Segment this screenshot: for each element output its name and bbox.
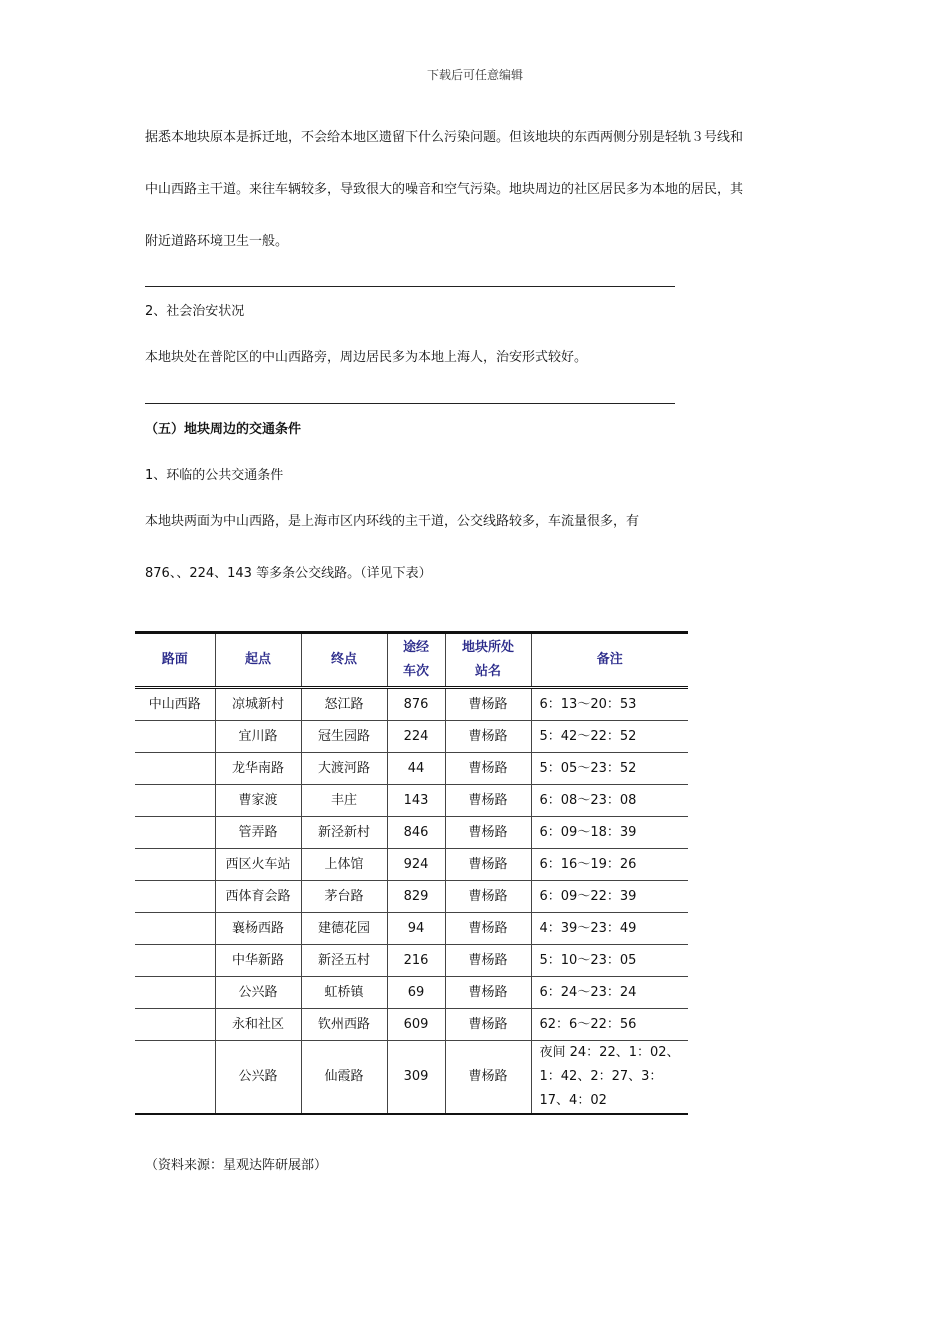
cell-road (135, 945, 215, 977)
cell-note: 5：42～22：52 (531, 721, 688, 753)
cell-bus: 309 (387, 1041, 445, 1115)
cell-stop: 曹杨路 (445, 785, 531, 817)
cell-bus: 44 (387, 753, 445, 785)
cell-road (135, 977, 215, 1009)
table-row (135, 785, 688, 817)
cell-note: 5：10～23：05 (531, 945, 688, 977)
cell-end: 虹桥镇 (301, 977, 387, 1009)
table-row (135, 977, 688, 1009)
cell-stop: 曹杨路 (445, 817, 531, 849)
table-row (135, 721, 688, 753)
table-row (135, 881, 688, 913)
table-row (135, 945, 688, 977)
cell-note: 6：09～18：39 (531, 817, 688, 849)
cell-start: 公兴路 (215, 977, 301, 1009)
header-road: 路面 (135, 633, 215, 688)
cell-start: 西区火车站 (215, 849, 301, 881)
header-stop-line-1: 地块所处 (461, 640, 514, 655)
cell-road (135, 753, 215, 785)
cell-road (135, 721, 215, 753)
cell-bus: 924 (387, 849, 445, 881)
cell-stop: 曹杨路 (445, 1009, 531, 1041)
table-row (135, 688, 688, 721)
cell-start: 管弄路 (215, 817, 301, 849)
cell-road (135, 913, 215, 945)
cell-end: 冠生园路 (301, 721, 387, 753)
cell-stop: 曹杨路 (445, 977, 531, 1009)
environment-text-line-1: 据悉本地块原本是拆迁地，不会给本地区遗留下什么污染问题。但该地块的东西两侧分别是轻轨３号线和 (145, 130, 744, 145)
cell-stop: 曹杨路 (445, 753, 531, 785)
header-end: 终点 (301, 633, 387, 688)
header-bus (387, 633, 445, 688)
cell-note: 6：16～19：26 (531, 849, 688, 881)
security-text: 本地块处在普陀区的中山西路旁，周边居民多为本地上海人，治安形式较好。 (145, 350, 588, 365)
transit-heading: 1、环临的公共交通条件 (145, 468, 284, 483)
cell-end: 上体馆 (301, 849, 387, 881)
cell-bus: 216 (387, 945, 445, 977)
cell-road (135, 1041, 215, 1115)
cell-bus: 143 (387, 785, 445, 817)
cell-end: 新泾新村 (301, 817, 387, 849)
cell-road (135, 849, 215, 881)
cell-bus: 224 (387, 721, 445, 753)
cell-start: 凉城新村 (215, 688, 301, 721)
cell-end: 新泾五村 (301, 945, 387, 977)
header-stop-line-2: 站名 (474, 664, 501, 679)
cell-note: 6：09～22：39 (531, 881, 688, 913)
cell-stop: 曹杨路 (445, 688, 531, 721)
cell-bus: 829 (387, 881, 445, 913)
cell-stop: 曹杨路 (445, 721, 531, 753)
cell-note: 6：08～23：08 (531, 785, 688, 817)
cell-bus: 846 (387, 817, 445, 849)
cell-bus: 69 (387, 977, 445, 1009)
header-note: 备注 (531, 633, 688, 688)
table-row (135, 1041, 688, 1115)
cell-start: 永和社区 (215, 1009, 301, 1041)
cell-end: 怒江路 (301, 688, 387, 721)
cell-note: 4：39～23：49 (531, 913, 688, 945)
cell-end: 建德花园 (301, 913, 387, 945)
cell-bus: 876 (387, 688, 445, 721)
table-row (135, 753, 688, 785)
cell-stop: 曹杨路 (445, 945, 531, 977)
table-row (135, 817, 688, 849)
cell-note: 6：13～20：53 (531, 688, 688, 721)
security-heading: 2、社会治安状况 (145, 304, 245, 319)
cell-stop: 曹杨路 (445, 913, 531, 945)
cell-end: 仙霞路 (301, 1041, 387, 1115)
divider-line (145, 286, 675, 287)
cell-road (135, 881, 215, 913)
cell-end: 茅台路 (301, 881, 387, 913)
bus-routes-table (135, 631, 688, 1115)
section-heading: （五）地块周边的交通条件 (145, 422, 302, 437)
cell-end: 大渡河路 (301, 753, 387, 785)
cell-stop: 曹杨路 (445, 1041, 531, 1115)
cell-note: 夜间 24：22、1：02、1：42、2：27、3：17、4：02 (531, 1041, 688, 1115)
environment-text-line-3: 附近道路环境卫生一般。 (145, 234, 289, 249)
table-row (135, 1009, 688, 1041)
table-row (135, 913, 688, 945)
cell-stop: 曹杨路 (445, 849, 531, 881)
cell-start: 公兴路 (215, 1041, 301, 1115)
cell-note: 6：24～23：24 (531, 977, 688, 1009)
cell-stop: 曹杨路 (445, 881, 531, 913)
cell-road (135, 1009, 215, 1041)
cell-road (135, 785, 215, 817)
header-bus-line-2: 车次 (402, 664, 429, 679)
transit-text-line-1: 本地块两面为中山西路，是上海市区内环线的主干道，公交线路较多，车流量很多，有 (145, 514, 640, 529)
header-stop (445, 633, 531, 688)
cell-bus: 609 (387, 1009, 445, 1041)
cell-start: 龙华南路 (215, 753, 301, 785)
cell-end: 丰庄 (301, 785, 387, 817)
header-start: 起点 (215, 633, 301, 688)
cell-bus: 94 (387, 913, 445, 945)
cell-note: 62：6～22：56 (531, 1009, 688, 1041)
table-header-row (135, 633, 688, 688)
cell-start: 中华新路 (215, 945, 301, 977)
cell-start: 宜川路 (215, 721, 301, 753)
cell-road (135, 817, 215, 849)
cell-start: 曹家渡 (215, 785, 301, 817)
cell-road: 中山西路 (135, 688, 215, 721)
cell-note: 5：05～23：52 (531, 753, 688, 785)
cell-start: 襄杨西路 (215, 913, 301, 945)
source-note: （资料来源：星观达阵研展部） (145, 1158, 328, 1173)
cell-start: 西体育会路 (215, 881, 301, 913)
transit-text-line-2: 876、、224、143 等多条公交线路。（详见下表） (145, 566, 432, 581)
page-header: 下载后可任意编辑 (426, 68, 523, 82)
divider-line (145, 403, 675, 404)
table-row (135, 849, 688, 881)
header-bus-line-1: 途经 (402, 640, 429, 655)
environment-text-line-2: 中山西路主干道。来往车辆较多，导致很大的噪音和空气污染。地块周边的社区居民多为本地的居民，其 (145, 182, 744, 197)
cell-end: 钦州西路 (301, 1009, 387, 1041)
